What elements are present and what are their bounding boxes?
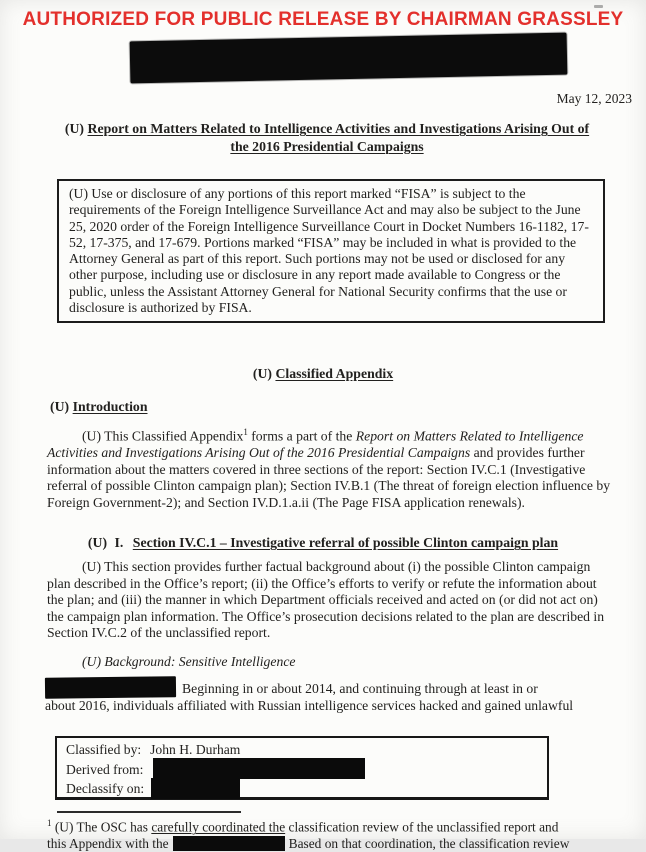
- section-paragraph-text: (U) This section provides further factual background about (i) the possible Clinton campaign plan described in the Office’s report; (ii) the Office’s efforts to verify or refute the information about the plan; and (iii) the manner in which Department officials received and acted on (or did not act on) the campaign plan information. The Office’s prosecution decisions related to the plan are described in Section IV.C.2 of the unclassified report.: [47, 559, 605, 640]
- appendix-classification-marking: (U): [252, 366, 276, 381]
- redacted-paragraph-line1: [45, 677, 630, 698]
- scan-artifact: [594, 5, 603, 8]
- footnote-line1: [47, 815, 627, 836]
- classified-by-value: John H. Durham: [150, 742, 241, 757]
- classified-appendix-heading: [0, 366, 646, 382]
- redaction-bar-footnote: [173, 836, 285, 851]
- title-line1: Report on Matters Related to Intelligence Activities and Investigations Arising Out of: [87, 121, 590, 136]
- declassify-on-row: [66, 779, 547, 799]
- public-release-banner: AUTHORIZED FOR PUBLIC RELEASE BY CHAIRMAN GRASSLEY: [22, 9, 624, 30]
- classification-block: [55, 736, 549, 800]
- classified-by-label: Classified by:: [66, 742, 142, 757]
- background-subheading: (U) Background: Sensitive Intelligence: [82, 654, 296, 669]
- footnote-text-end: classification review of the unclassified report and: [285, 819, 559, 835]
- intro-paragraph-start: (U) This Classified Appendix: [82, 428, 244, 444]
- footnote-line2-end: Based on that coordination, the classification review: [288, 835, 570, 851]
- document-date: May 12, 2023: [556, 91, 632, 106]
- intro-paragraph-mid: forms a part of the: [247, 428, 356, 444]
- section-iv-c-1-heading: [0, 535, 646, 551]
- footnote-line2-clipped: [47, 836, 627, 852]
- footnote-separator: [57, 811, 241, 813]
- footnote-text-underlined: carefully coordinated the: [151, 819, 286, 835]
- report-title: [28, 120, 626, 155]
- redaction-bar-inline: [45, 676, 176, 699]
- redacted-paragraph: [45, 677, 630, 715]
- section-heading-text: Section IV.C.1 – Investigative referral of possible Clinton campaign plan: [132, 535, 559, 550]
- classified-by-row: [66, 740, 547, 760]
- footnote-text-start: (U) The OSC has: [51, 819, 152, 835]
- report-title-italic: Report on Matters Related to Intelligence Activities and Investigations Arising Out of the 2016 Presidential Campaigns: [47, 428, 584, 461]
- paragraph-line1-text: Beginning in or about 2014, and continuing through at least in or: [182, 681, 538, 696]
- intro-classification-marking: (U): [50, 399, 73, 414]
- footnote-reference: 1: [243, 427, 248, 437]
- footnote-marker: 1: [47, 818, 52, 828]
- introduction-paragraph: [47, 424, 615, 511]
- redaction-bar-declassify-on: [151, 778, 240, 799]
- paragraph-line2-text: about 2016, individuals affiliated with Russian intelligence services hacked and gained unlawful: [45, 698, 574, 713]
- appendix-heading-text: Classified Appendix: [275, 366, 394, 381]
- footnote-line2-start: this Appendix with the: [47, 835, 169, 851]
- redacted-paragraph-line2: [45, 698, 630, 715]
- section-heading-prefix: (U) I.: [87, 535, 131, 550]
- intro-paragraph-end: and provides further information about the matters covered in three sections of the report: Section IV.C.1 (Investigative referral of possible Clinton campaign plan); Section IV.B.1 (The threat of foreign election influence by Foreign Government-2); and Section IV.D.1.a.ii (The Page FISA application renewals).: [47, 445, 611, 510]
- fisa-notice-text: (U) Use or disclosure of any portions of this report marked “FISA” is subject to the requirements of the Foreign Intelligence Surveillance Act and may also be subject to the June 25, 2020 order of the Foreign Intelligence Surveillance Court in Docket Numbers 16-1182, 17-52, 17-375, and 17-679. Portions marked “FISA” may be included in what is provided to the Attorney General as part of this report. Such portions may not be used or disclosed for any other purpose, including use or disclosure in any report made available to Congress or the public, unless the Assistant Attorney General for National Security confirms that the use or disclosure is authorized by FISA.: [69, 186, 589, 316]
- footnote-1: [47, 815, 627, 852]
- derived-from-label: Derived from:: [66, 761, 144, 777]
- title-line2: the 2016 Presidential Campaigns: [230, 138, 424, 154]
- title-classification-marking: (U): [64, 121, 88, 136]
- introduction-heading: [50, 399, 148, 415]
- section-paragraph: [47, 559, 615, 642]
- declassify-on-label: Declassify on:: [66, 781, 145, 796]
- fisa-notice-box: [57, 179, 605, 323]
- redaction-bar-header: [130, 33, 568, 84]
- redaction-bar-derived-from: [153, 758, 365, 779]
- introduction-heading-text: Introduction: [72, 399, 148, 414]
